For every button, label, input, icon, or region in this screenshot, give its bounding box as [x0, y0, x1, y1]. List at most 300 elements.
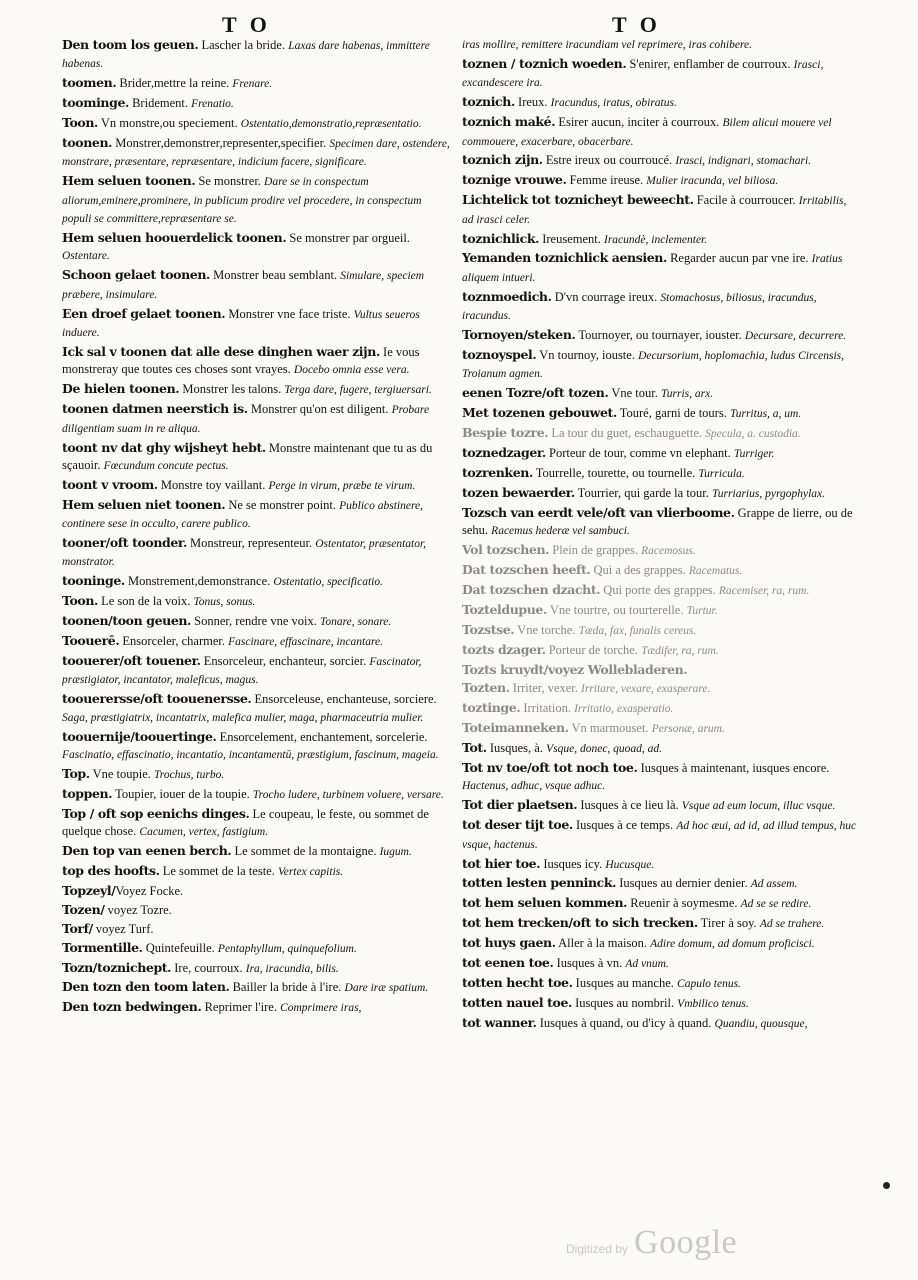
entry-french: Reprimer l'ire. [201, 1000, 277, 1015]
entry-latin: Irasci, indignari, stomachari. [675, 155, 812, 168]
dictionary-entry [462, 346, 858, 384]
entry-latin: Iratius aliquem intueri. [462, 253, 843, 284]
entry-french: Bridement. [128, 96, 188, 111]
dictionary-entry [62, 959, 452, 978]
watermark-google: Google [634, 1224, 738, 1261]
entry-french: voyez Turf. [92, 921, 154, 936]
dictionary-entry [62, 652, 452, 690]
entry-headword: Tozsch van eerdt vele/oft van vlierboome. [462, 504, 735, 520]
entry-french: Le son de la voix. [97, 594, 191, 609]
dictionary-entry [62, 632, 452, 651]
entry-french: Aller à la maison. [555, 936, 647, 951]
dictionary-entry [462, 93, 858, 112]
entry-headword: Dat tozschen dzacht. [462, 581, 601, 597]
dictionary-entry [62, 998, 452, 1017]
dictionary-entry [462, 36, 858, 54]
entry-french: Voyez Focke. [115, 883, 184, 898]
entry-latin: Terga dare, fugere, tergiuersari. [284, 384, 432, 397]
entry-headword: Ick sal v toonen dat alle dese dinghen waer zijn. [62, 344, 380, 359]
entry-french: Estre ireux ou courroucé. [542, 153, 673, 168]
entry-headword: toznige vrouwe. [462, 172, 567, 188]
entry-headword: Top. [62, 765, 90, 781]
entry-latin: Publico abstinere, continere sese in occulto, carere publico. [62, 499, 423, 531]
entry-headword: Tozten. [462, 680, 510, 696]
dictionary-entry [462, 679, 858, 698]
entry-latin: Cacumen, vertex, fastigium. [139, 826, 269, 839]
entry-latin: Vultus seueros induere. [62, 308, 420, 340]
dictionary-entry [62, 380, 452, 399]
left-dictionary-column [62, 36, 452, 1236]
entry-french: Femme ireuse. [566, 173, 644, 188]
entry-latin: Trocho ludere, turbinem voluere, versare. [252, 788, 444, 801]
dictionary-entry [462, 759, 858, 796]
entry-french: Regarder aucun par vne ire. [666, 251, 809, 266]
entry-headword: toztinge. [462, 700, 521, 716]
dictionary-entry [462, 504, 858, 541]
dictionary-entry [62, 978, 452, 997]
entry-headword: toznoyspel. [462, 347, 537, 362]
dictionary-entry [62, 266, 452, 304]
dictionary-entry [62, 229, 452, 266]
entry-french: Irritation. [520, 701, 571, 716]
entry-headword: tot hem trecken/oft to sich trecken. [462, 915, 698, 931]
entry-french: Iusques à vn. [553, 956, 623, 971]
entry-headword: Tornoyen/steken. [462, 327, 576, 343]
entry-headword: tot hier toe. [462, 855, 541, 871]
entry-headword: Den tozn bedwingen. [62, 999, 202, 1015]
dictionary-entry [62, 439, 452, 476]
dictionary-entry [62, 400, 452, 438]
dictionary-entry [462, 151, 858, 170]
entry-latin: Hucusque. [605, 858, 655, 871]
entry-headword: toont nv dat ghy wijsheyt hebt. [62, 439, 266, 455]
dictionary-entry [462, 541, 858, 560]
entry-latin: Pentaphyllum, quinquefolium. [217, 942, 357, 955]
entry-french: Vn marmouset. [568, 721, 649, 736]
dictionary-entry [462, 55, 858, 93]
entry-latin: Comprimere iras, [280, 1002, 362, 1015]
dictionary-entry [462, 934, 858, 953]
entry-french: Ireux. [514, 95, 548, 110]
entry-french: Facile à courroucer. [693, 193, 796, 208]
entry-headword: Toon. [62, 593, 98, 609]
entry-latin: Ad assem. [750, 878, 798, 891]
entry-latin: Bilem alicui mouere vel commouere, exacerbare, obacerbare. [462, 117, 832, 148]
entry-headword: De hielen toonen. [62, 381, 180, 397]
entry-french: Ensorceleur, enchanteur, sorcier. [200, 654, 367, 668]
entry-latin: Vsque, donec, quoad, ad. [546, 743, 663, 756]
entry-headword: toznichlick. [462, 230, 540, 246]
entry-headword: tooninge. [62, 573, 125, 589]
entry-headword: Toouerē. [62, 633, 120, 649]
entry-headword: eenen Tozre/oft tozen. [462, 385, 609, 401]
entry-latin: Iracundus, iratus, obiratus. [550, 97, 677, 110]
entry-headword: toouerer/oft touener. [62, 653, 201, 668]
entry-headword: tozen bewaerder. [462, 484, 575, 500]
entry-french: Quintefeuille. [142, 940, 215, 955]
entry-headword: Schoon gelaet toonen. [62, 267, 210, 283]
entry-french: Sonner, rendre vne voix. [191, 614, 317, 629]
entry-latin: Turritus, a, um. [729, 408, 802, 421]
entry-headword: Hem seluen toonen. [62, 173, 196, 189]
entry-latin: Trochus, turbo. [154, 768, 225, 781]
entry-french: Irriter, vexer. [509, 681, 578, 696]
entry-latin: Racemosus. [641, 545, 696, 558]
entry-headword: tot huys gaen. [462, 935, 556, 951]
dictionary-entry [462, 113, 858, 151]
entry-french: Iusques au manche. [572, 976, 674, 990]
dictionary-entry [462, 699, 858, 718]
entry-headword: Top / oft sop eenichs dinges. [62, 805, 250, 821]
entry-french: Vne tour. [608, 386, 658, 401]
dictionary-entry [462, 874, 858, 893]
entry-headword: Yemanden toznichlick aensien. [462, 250, 667, 266]
entry-headword: Hem seluen hoouerdelick toonen. [62, 230, 287, 246]
entry-latin: iras mollire, remittere iracundiam vel reprimere, iras cohibere. [462, 39, 753, 51]
entry-french: Touré, garni de tours. [616, 406, 727, 421]
entry-french: Ireusement. [539, 231, 601, 246]
entry-latin: Tæda, fax, funalis cereus. [578, 624, 697, 637]
entry-french: Se monstrer par orgueil. [286, 231, 410, 246]
dictionary-entry [462, 326, 858, 345]
dictionary-entry [62, 305, 452, 343]
entry-french: Vne toupie. [89, 766, 151, 781]
entry-french: Qui a des grappes. [590, 562, 686, 577]
entry-french: Le sommet de la teste. [159, 863, 275, 878]
dictionary-entry [462, 974, 858, 993]
entry-french: Monstrer les talons. [179, 382, 282, 397]
entry-latin: Tonare, sonare. [320, 616, 392, 629]
entry-latin: Quandiu, quousque, [714, 1017, 808, 1030]
entry-french: Tirer à soy. [697, 916, 757, 931]
entry-french: Ire, courroux. [171, 960, 243, 975]
entry-latin: Turris, arx. [660, 388, 714, 401]
entry-headword: Torf/ [62, 920, 93, 936]
entry-latin: Racemus hederæ vel sambuci. [491, 525, 630, 538]
entry-headword: toonen/toon geuen. [62, 613, 192, 629]
entry-latin: Ad se trahere. [759, 918, 825, 931]
entry-french: Ne se monstrer point. [225, 497, 336, 512]
entry-latin: Dare se in conspectum aliorum,eminere,prominere, in publicum prodire vel procedere, in conspectum populi se committere,repræsentare se. [62, 176, 422, 226]
entry-french: Monstre toy vaillant. [157, 477, 266, 492]
right-header-letters: T O [612, 12, 661, 37]
dictionary-entry [62, 920, 452, 938]
entry-headword: Vol tozschen. [462, 542, 550, 558]
entry-headword: toonen datmen neerstich is. [62, 401, 248, 417]
dictionary-entry [462, 1014, 858, 1033]
entry-french: Tourrier, qui garde la tour. [574, 485, 709, 500]
entry-headword: toznich. [462, 94, 515, 110]
entry-headword: Dat tozschen heeft. [462, 561, 591, 577]
dictionary-entry [462, 994, 858, 1013]
entry-headword: tot hem seluen kommen. [462, 895, 628, 911]
entry-french: Le sommet de la montaigne. [231, 844, 377, 859]
entry-latin: Irritare, vexare, exasperare. [581, 683, 711, 696]
entry-french: Vn tournoy, ioustе. [536, 348, 635, 362]
entry-headword: toonen. [62, 135, 113, 151]
entry-french: Grappe de lierre, ou de sehu. [462, 505, 853, 538]
dictionary-entry [462, 581, 858, 600]
dictionary-entry [62, 496, 452, 534]
google-watermark [566, 1224, 737, 1264]
entry-latin: Irasci, excandescere ira. [462, 58, 824, 90]
dictionary-entry [62, 343, 452, 380]
entry-french: Reuenir à soymesme. [627, 896, 738, 911]
watermark-digitized-by: Digitized by [566, 1242, 629, 1256]
entry-headword: toont v vroom. [62, 476, 158, 492]
entry-latin: Adire domum, ad domum proficisci. [650, 938, 815, 951]
entry-latin: Vertex capitis. [277, 865, 344, 878]
entry-headword: Tozstse. [462, 621, 515, 637]
entry-latin: Ad vnum. [625, 958, 669, 971]
entry-headword: toouerersse/oft toouenersse. [62, 691, 252, 707]
entry-latin: Fœcundum concute pectus. [103, 459, 229, 472]
entry-french: Se monstrer. [195, 174, 261, 189]
dictionary-entry [462, 191, 858, 229]
dictionary-entry [62, 534, 452, 572]
entry-headword: Met tozenen gebouwet. [462, 405, 617, 421]
dictionary-entry [462, 404, 858, 423]
entry-headword: Topzeyl/ [62, 882, 116, 898]
dictionary-entry [462, 894, 858, 913]
entry-latin: Iugum. [379, 846, 412, 859]
entry-french: Lascher la bride. [198, 38, 286, 52]
entry-latin: Ira, iracundia, bilis. [245, 962, 339, 975]
entry-headword: totten hecht toe. [462, 975, 573, 990]
entry-latin: Irritatio, exasperatio. [574, 703, 674, 716]
dictionary-entry [62, 805, 452, 842]
entry-latin: Specimen dare, ostendere, monstrare, præsentare, repræsentare, indicium facere, significare. [62, 138, 450, 169]
dictionary-entry [62, 785, 452, 804]
entry-french: Ensorceleuse, enchanteuse, sorciere. [251, 692, 437, 707]
entry-latin: Fascinare, effascinare, incantare. [228, 636, 384, 649]
entry-french: voyez Tozre. [104, 902, 172, 917]
dictionary-entry [462, 601, 858, 620]
dictionary-entry [462, 288, 858, 326]
dictionary-entry [462, 249, 858, 287]
entry-latin: Hactenus, adhuc, vsque adhuc. [462, 780, 606, 793]
entry-latin: Ostentare. [62, 250, 110, 263]
entry-french: Iusques icy. [540, 856, 603, 871]
dictionary-entry [62, 74, 452, 93]
entry-headword: Tozen/ [62, 901, 105, 917]
entry-french: Monstrer vne face triste. [225, 306, 351, 321]
entry-french: D'vn courrage ireux. [551, 289, 658, 304]
entry-french: Ensorceler, charmer. [119, 634, 225, 649]
entry-latin: Capulo tenus. [677, 978, 741, 990]
entry-french: Ie vous monstreray que toutes ces choses sont vrayes. [62, 345, 420, 377]
entry-latin: Decursare, decurrere. [744, 330, 847, 343]
entry-french: Vne torche. [514, 622, 576, 637]
entry-french: Iusques à ce temps. [572, 818, 674, 833]
entry-headword: Tozn/toznichept. [62, 959, 172, 975]
entry-latin: Laxas dare habenas, immittere habenas. [62, 40, 430, 71]
entry-french: Brider,mettre la reine. [116, 76, 230, 91]
entry-french: Porteur de torche. [545, 642, 638, 657]
entry-headword: toomen. [62, 75, 117, 91]
entry-french: S'enirer, enflamber de courroux. [626, 56, 791, 71]
entry-latin: Irritabilis, ad irasci celer. [462, 195, 847, 226]
entry-french: Monstre maintenant que tu as du sçauoir. [62, 440, 433, 472]
dictionary-entry [462, 424, 858, 443]
entry-headword: Tormentille. [62, 939, 143, 955]
left-header-letters: T O [222, 12, 271, 37]
entry-french: Iusques à ce lieu là. [577, 798, 679, 813]
entry-latin: Personæ, arum. [651, 723, 725, 736]
dictionary-entry [62, 842, 452, 861]
dictionary-entry [62, 939, 452, 958]
entry-headword: toznich zijn. [462, 152, 543, 168]
entry-headword: top des hoofts. [62, 862, 160, 878]
entry-headword: Den tozn den toom laten. [62, 979, 230, 995]
entry-latin: Simulare, speciem præbere, insimulare. [62, 270, 425, 301]
entry-headword: toznich maké. [462, 114, 556, 130]
dictionary-entry [462, 954, 858, 973]
entry-latin: Ostentatio,demonstratio,repræsentatio. [240, 118, 422, 131]
entry-latin: Frenare. [232, 78, 273, 91]
entry-headword: tozts dzager. [462, 641, 546, 657]
entry-latin: Vmbilico tenus. [677, 997, 749, 1010]
entry-french: Monstrer,demonstrer,representer,specifier. [112, 136, 327, 151]
entry-latin: Docebo omnia esse vera. [293, 364, 410, 377]
entry-headword: Hem seluen niet toonen. [62, 496, 226, 512]
entry-headword: tooner/oft toonder. [62, 535, 187, 551]
entry-french: Iusques, à. [486, 741, 543, 756]
entry-headword: Den top van eenen berch. [62, 843, 232, 859]
entry-french: Iusques à quand, ou d'icy à quand. [536, 1015, 712, 1030]
entry-headword: toominge. [62, 95, 129, 111]
entry-latin: Ad se se redire. [740, 898, 812, 911]
entry-headword: Tot. [462, 740, 487, 756]
dictionary-entry [62, 728, 452, 765]
entry-headword: toznedzager. [462, 445, 546, 461]
dictionary-entry [62, 114, 452, 133]
dictionary-entry [62, 94, 452, 113]
dictionary-entry [462, 444, 858, 463]
entry-headword: Toteimanneken. [462, 720, 569, 736]
entry-latin: Racematus. [688, 564, 743, 577]
dictionary-entry [462, 719, 858, 738]
dictionary-entry [62, 134, 452, 172]
entry-french: La tour du guet, eschauguette. [548, 426, 703, 441]
dictionary-entry [62, 882, 452, 900]
entry-headword: Lichtelick tot toznicheyt beweecht. [462, 192, 694, 208]
dictionary-entry [462, 816, 858, 854]
entry-french: Iusques à maintenant, iusques encore. [637, 761, 830, 776]
entry-latin: Tonus, sonus. [193, 596, 256, 609]
entry-latin: Fascinator, præstigiator, incantator, maleficus, magus. [62, 656, 422, 687]
entry-french: Vn monstre,ou speciement. [97, 116, 238, 131]
entry-headword: totten lesten penninck. [462, 875, 617, 891]
entry-latin: Iracundè, inclementer. [603, 233, 708, 246]
entry-french: Iusques au dernier denier. [616, 876, 748, 891]
entry-latin: Frenatio. [191, 98, 234, 111]
dictionary-entry [462, 739, 858, 758]
dictionary-entry [462, 230, 858, 249]
entry-french: Monstrer beau semblant. [210, 268, 338, 283]
entry-french: Monstreur, representeur. [186, 536, 313, 551]
entry-latin: Stomachosus, biliosus, iracundus, iracundus. [462, 291, 817, 323]
entry-headword: Bespie tozre. [462, 425, 549, 441]
entry-headword: Toon. [62, 115, 98, 131]
entry-headword: totten nauel toe. [462, 994, 572, 1010]
dictionary-entry [462, 384, 858, 403]
entry-latin: Vsque ad eum locum, illuc vsque. [681, 800, 836, 813]
entry-latin: Turriarius, pyrgophylax. [712, 487, 826, 500]
entry-french: Le coupeau, le feste, ou sommet de quelque chose. [62, 806, 429, 839]
dictionary-entry [62, 901, 452, 919]
entry-latin: Perge in virum, præbe te virum. [268, 479, 416, 492]
dictionary-entry [462, 914, 858, 933]
right-dictionary-column [462, 36, 858, 1236]
entry-latin: Probare diligentiam suam in re aliqua. [62, 404, 430, 435]
dictionary-entry [62, 172, 452, 228]
entry-french: Ensorcelement, enchantement, sorcelerie. [216, 729, 428, 744]
entry-latin: Saga, præstigiatrix, incantatrix, malefica mulier, maga, pharmaceutria mulier. [62, 711, 424, 724]
entry-headword: tot eenen toe. [462, 955, 554, 971]
dictionary-entry [62, 690, 452, 727]
dictionary-entry [462, 561, 858, 580]
entry-headword: Een droef gelaet toonen. [62, 305, 226, 321]
entry-latin: Fascinatio, effascinatio, incantatio, incantamentū, præstigium, fascinum, mageia. [62, 749, 439, 762]
dictionary-entry [62, 572, 452, 591]
entry-headword: toznmoedich. [462, 288, 552, 304]
entry-latin: Turriger. [733, 448, 775, 461]
entry-headword: Tot dier plaetsen. [462, 797, 578, 813]
entry-latin: Racemiser, ra, rum. [718, 584, 810, 597]
entry-french: Esirer aucun, inciter à courroux. [555, 115, 720, 130]
entry-french: Iusques au nombril. [572, 995, 675, 1010]
entry-french: Monstrement,demonstrance. [124, 574, 271, 589]
dictionary-entry [62, 765, 452, 784]
dictionary-entry [462, 621, 858, 640]
dictionary-entry [62, 612, 452, 631]
entry-latin: Ad hoc æui, ad id, ad illud tempus, huc vsque, hactenus. [462, 820, 857, 851]
entry-latin: Turtur. [686, 604, 718, 617]
dictionary-entry [62, 592, 452, 611]
entry-latin: Tædifer, ra, rum. [641, 644, 719, 657]
entry-headword: Den toom los geuen. [62, 37, 199, 52]
dictionary-entry [62, 476, 452, 495]
entry-headword: toznen / toznich woeden. [462, 55, 627, 71]
entry-headword: toouernije/toouertinge. [62, 728, 217, 744]
entry-french: Plein de grappes. [549, 543, 639, 558]
dictionary-entry [462, 484, 858, 503]
entry-headword: tot deser tijt toe. [462, 817, 573, 833]
entry-latin: Specula, a. custodia. [705, 428, 801, 441]
dictionary-entry [462, 171, 858, 190]
entry-headword: tot wanner. [462, 1014, 537, 1030]
entry-headword: toppen. [62, 785, 113, 801]
entry-french: Vne tourtre, ou tourterelle. [546, 602, 684, 617]
entry-latin: Ostentatio, specificatio. [273, 576, 383, 589]
entry-french: Qui porte des grappes. [600, 582, 716, 597]
entry-headword: Tot nv toe/oft tot noch toe. [462, 760, 638, 776]
ink-dot [883, 1182, 890, 1189]
entry-headword: tozrenken. [462, 464, 533, 480]
entry-french: Toupier, iouer de la toupie. [112, 786, 250, 801]
entry-french: Monstrer qu'on est diligent. [247, 402, 389, 417]
entry-headword: Tozteldupue. [462, 601, 547, 617]
entry-headword: Tozts kruydt/voyez Wollebladeren. [462, 661, 688, 677]
dictionary-entry [62, 36, 452, 74]
entry-latin: Decursorium, hoplomachia, ludus Circensis, Troianum agmen. [462, 350, 845, 381]
entry-latin: Turricula. [698, 467, 745, 480]
entry-french: Bailler la bride à l'ire. [229, 980, 342, 995]
entry-french: Tourrelle, tourette, ou tournelle. [532, 465, 696, 480]
dictionary-entry [462, 796, 858, 815]
entry-french: Tournoyer, ou tournayer, iouster. [575, 328, 742, 343]
